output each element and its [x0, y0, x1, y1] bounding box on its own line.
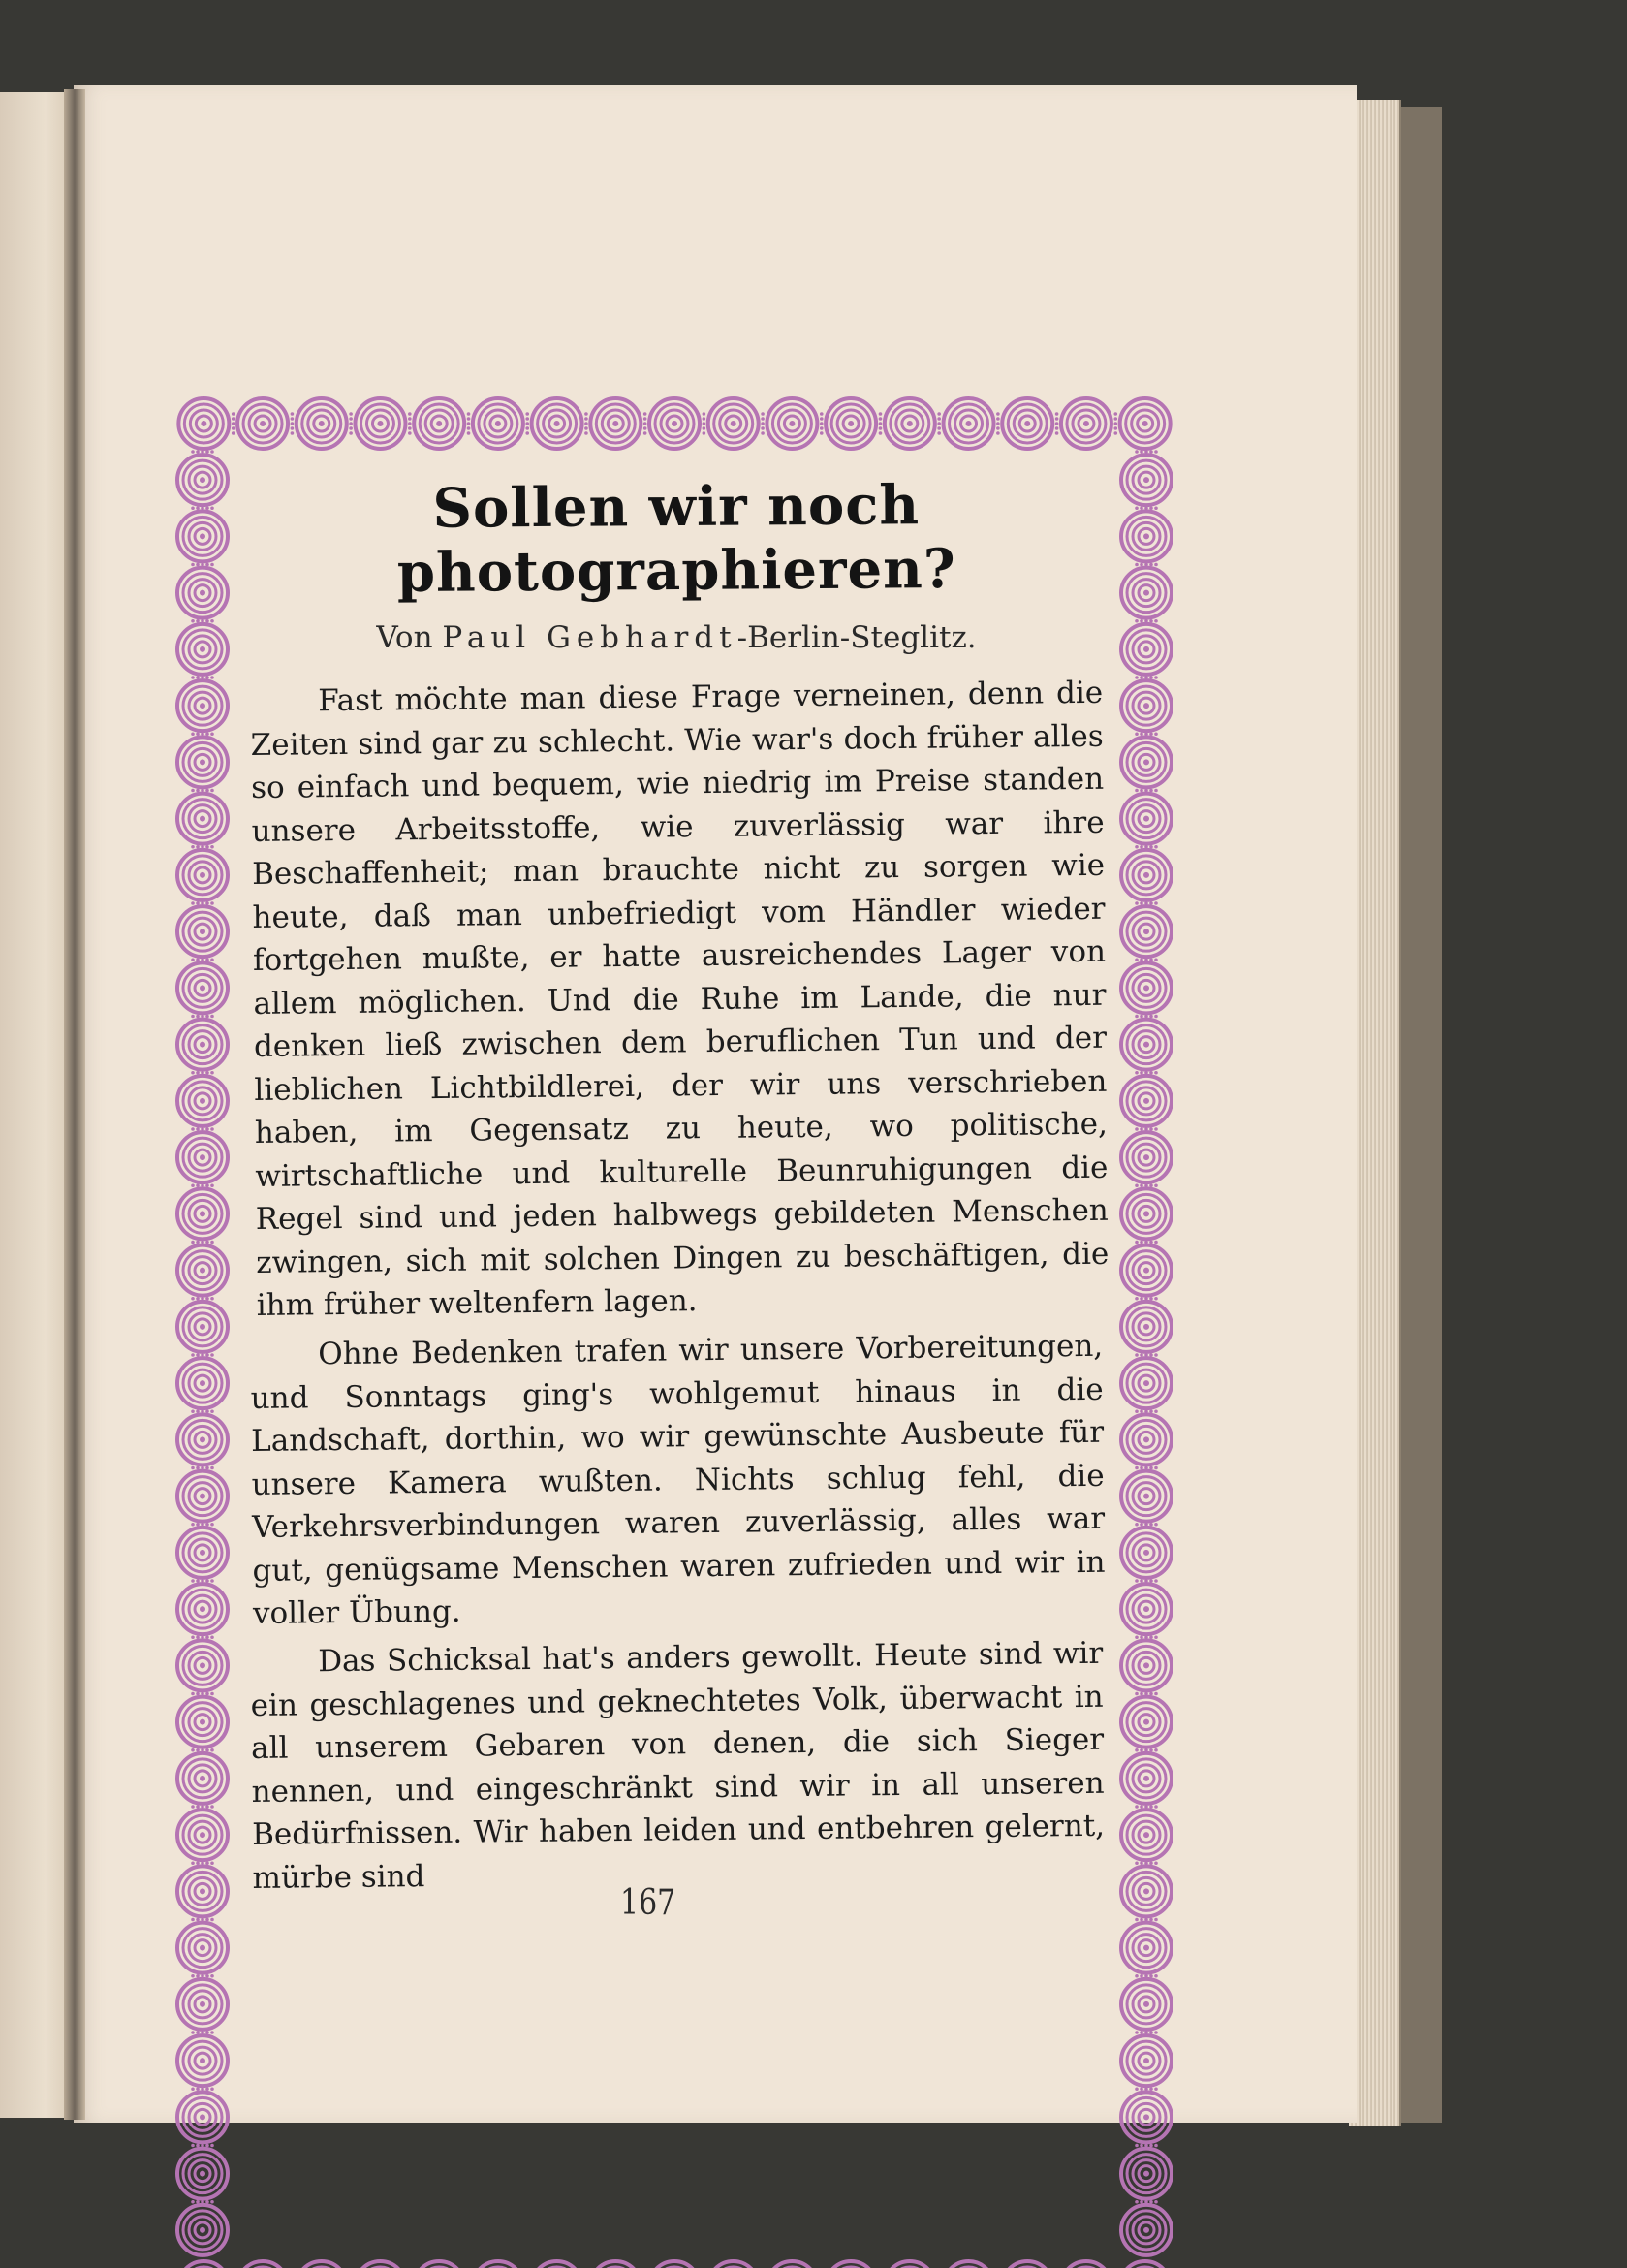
- ornament-roundel: [1121, 1640, 1172, 1690]
- ornament-roundel: [532, 398, 582, 449]
- ornament-roundel: [1121, 680, 1172, 731]
- ornament-roundel: [1121, 2035, 1172, 2086]
- ornament-roundel: [944, 398, 994, 449]
- ornament-roundel: [590, 398, 641, 449]
- ornament-roundel: [177, 2205, 228, 2255]
- ornament-roundel: [1121, 2149, 1172, 2199]
- paragraph-3: Das Schicksal hat's anders gewollt. Heute sind wir ein geschlagenes und geknechtetes Volk, überwacht in all unserem Gebaren von denen, die sich Sieger nennen, und eingeschränkt sind wir in all unseren Bedürfnissen. Wir haben leiden und entbehren gelernt, mürbe sind: [250, 1635, 1106, 1896]
- ornament-roundel: [1121, 794, 1172, 844]
- ornament-roundel: [177, 906, 228, 957]
- ornament-roundel: [826, 2261, 876, 2268]
- ornament-roundel: [177, 1414, 228, 1465]
- ornament-roundel: [177, 1245, 228, 1296]
- ornament-roundel: [237, 2261, 288, 2268]
- ornament-roundel: [177, 737, 228, 787]
- ornament-roundel: [177, 1810, 228, 1860]
- ornament-roundel: [1121, 1302, 1172, 1352]
- ornament-roundel: [177, 2149, 228, 2199]
- ornament-roundel: [1061, 398, 1111, 449]
- ornament-roundel: [177, 1979, 228, 2030]
- ornament-roundel: [767, 2261, 817, 2268]
- ornament-roundel: [1002, 398, 1052, 449]
- ornament-roundel: [1121, 2092, 1172, 2142]
- book-gutter: [64, 89, 85, 2120]
- ornament-roundel: [177, 1358, 228, 1408]
- ornament-roundel: [1121, 962, 1172, 1013]
- ornament-roundel: [1121, 1923, 1172, 1973]
- ornament-roundel: [177, 1132, 228, 1182]
- ornament-roundel: [178, 2261, 229, 2268]
- ornament-roundel: [1121, 1810, 1172, 1860]
- book-cover-edge: [1395, 107, 1442, 2123]
- ornament-roundel: [1121, 1076, 1172, 1126]
- ornament-roundel: [473, 398, 523, 449]
- ornament-roundel: [1120, 2261, 1171, 2268]
- ornament-roundel: [177, 455, 228, 505]
- ornament-roundel: [178, 398, 229, 449]
- ornament-roundel: [177, 624, 228, 675]
- ornament-roundel: [767, 398, 817, 449]
- ornament-roundel: [1121, 1979, 1172, 2030]
- ornament-roundel: [177, 2092, 228, 2142]
- ornament-roundel: [177, 1076, 228, 1126]
- page-stack-edges: [1349, 100, 1401, 2126]
- ornament-roundel: [1121, 1358, 1172, 1408]
- ornament-roundel: [649, 398, 700, 449]
- ornament-roundel: [414, 398, 464, 449]
- ornament-roundel: [177, 1640, 228, 1690]
- ornament-roundel: [1121, 1866, 1172, 1916]
- ornament-roundel: [177, 1020, 228, 1070]
- ornament-roundel: [708, 2261, 759, 2268]
- ornament-roundel: [1121, 568, 1172, 618]
- ornament-roundel: [177, 1753, 228, 1804]
- ornament-roundel: [1121, 511, 1172, 561]
- ornament-roundel: [708, 398, 759, 449]
- ornament-roundel: [177, 1584, 228, 1634]
- ornament-roundel: [1120, 398, 1171, 449]
- ornament-roundel: [1121, 624, 1172, 675]
- ornament-roundel: [1121, 1697, 1172, 1748]
- article-body: [250, 456, 1110, 1896]
- ornament-roundel: [414, 2261, 464, 2268]
- ornament-roundel: [177, 2035, 228, 2086]
- ornament-roundel: [1121, 850, 1172, 900]
- ornament-roundel: [297, 2261, 347, 2268]
- ornament-roundel: [473, 2261, 523, 2268]
- ornament-roundel: [177, 680, 228, 731]
- ornament-roundel: [177, 511, 228, 561]
- ornament-roundel: [1121, 1471, 1172, 1522]
- paragraph-2: Ohne Bedenken trafen wir unsere Vorbereitungen, und Sonntags ging's wohlgemut hinaus in die Landschaft, dorthin, wo wir gewünschte Ausbeute für unsere Kamera wußten. Nichts schlug fehl, die Verkehrsverbindungen waren zuverlässig, alles war gut, genügsame Menschen waren zufrieden und wir in voller Übung.: [250, 1328, 1106, 1631]
- ornament-roundel: [177, 1866, 228, 1916]
- author-name: Paul Gebhardt: [442, 620, 737, 655]
- article-byline: [250, 620, 1103, 655]
- ornament-roundel: [1121, 1414, 1172, 1465]
- article-title: Sollen wir noch photographieren?: [396, 473, 956, 606]
- ornament-roundel: [177, 850, 228, 900]
- ornament-roundel: [177, 1302, 228, 1352]
- ornament-roundel: [532, 2261, 582, 2268]
- ornament-roundel: [177, 1188, 228, 1239]
- ornament-roundel: [1121, 1584, 1172, 1634]
- ornament-roundel: [885, 2261, 935, 2268]
- ornament-roundel: [177, 1697, 228, 1748]
- ornament-roundel: [944, 2261, 994, 2268]
- ornament-roundel: [1121, 1188, 1172, 1239]
- ornament-roundel: [1121, 1245, 1172, 1296]
- ornament-roundel: [297, 398, 347, 449]
- ornament-roundel: [1121, 1132, 1172, 1182]
- ornament-roundel: [177, 1471, 228, 1522]
- ornament-roundel: [355, 398, 405, 449]
- ornament-roundel: [177, 962, 228, 1013]
- ornament-roundel: [1121, 906, 1172, 957]
- ornament-roundel: [177, 794, 228, 844]
- ornament-roundel: [177, 1528, 228, 1578]
- paragraph-1: Fast möchte man diese Frage verneinen, denn die Zeiten sind gar zu schlecht. Wie war's doch früher alles so einfach und bequem, wie niedrig im Preise standen unsere Arbeitsstoffe, wie zuverlässig war ihre Beschaffenheit; man brauchte nicht zu sorgen wie heute, daß man unbefriedigt vom Händler wieder fortgehen mußte, er hatte ausreichendes Lager von allem möglichen. Und die Ruhe im Lande, die nur denken ließ zwischen dem beruflichen Tun und der lieblichen Lichtbildlerei, der wir uns verschrieben haben, im Gegensatz zu heute, wo politische, wirtschaftliche und kulturelle Beunruhigungen die Regel sind und jeden halbwegs gebildeten Menschen zwingen, sich mit solchen Dingen zu beschäftigen, die ihm früher weltenfern lagen.: [250, 675, 1110, 1323]
- ornament-roundel: [826, 398, 876, 449]
- ornament-roundel: [1061, 2261, 1111, 2268]
- ornament-roundel: [1121, 2205, 1172, 2255]
- ornament-roundel: [1121, 1753, 1172, 1804]
- ornament-roundel: [649, 2261, 700, 2268]
- ornament-roundel: [237, 398, 288, 449]
- ornament-roundel: [1121, 1528, 1172, 1578]
- ornament-roundel: [885, 398, 935, 449]
- author-place: -Berlin-Steglitz.: [736, 620, 977, 655]
- byline-prefix: Von: [376, 620, 433, 655]
- page-number: 167: [620, 1882, 676, 1924]
- ornament-roundel: [1121, 1020, 1172, 1070]
- ornament-roundel: [1121, 737, 1172, 787]
- ornament-roundel: [355, 2261, 405, 2268]
- ornament-roundel: [1002, 2261, 1052, 2268]
- ornament-roundel: [177, 1923, 228, 1973]
- ornament-roundel: [590, 2261, 641, 2268]
- ornament-roundel: [1121, 455, 1172, 505]
- ornament-roundel: [177, 568, 228, 618]
